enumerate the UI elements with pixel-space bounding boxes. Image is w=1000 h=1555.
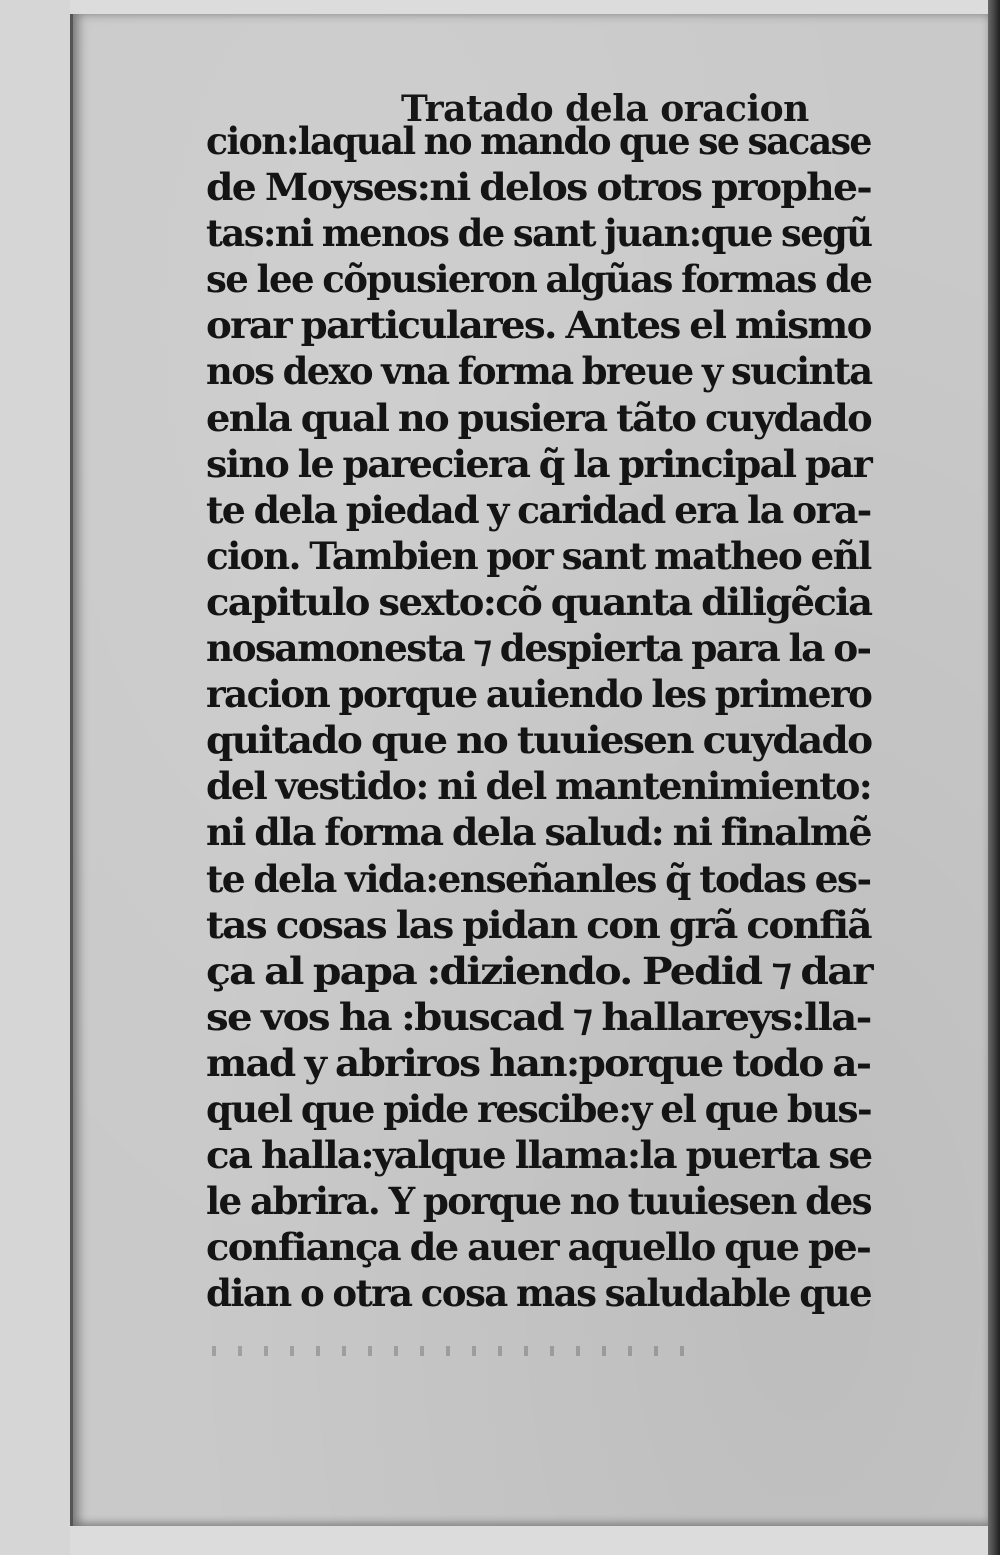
text-line: dian o otra cosa mas saludable que: [206, 1271, 871, 1316]
text-line: sino le pareciera q̃ la principal par: [206, 441, 872, 486]
text-line: ça al papa :diziendo. Pedid ⁊ dar: [206, 948, 872, 993]
text-line: cion. Tambien por sant matheo eñl: [206, 533, 871, 578]
text-line: cion:laqual no mando que se sacase: [206, 119, 871, 163]
text-line: tas cosas las pidan con grã confiã: [206, 902, 871, 947]
text-block: [206, 118, 886, 1316]
running-head: Tratado dela oracion: [401, 88, 809, 130]
text-line: quitado que no tuuiesen cuydado: [206, 718, 872, 763]
ink-smudge: [212, 1346, 692, 1356]
text-line: le abrira. Y porque no tuuiesen des: [206, 1179, 871, 1224]
text-line: te dela vida:enseñanles q̃ todas es-: [206, 856, 871, 901]
text-line: ni dla forma dela salud: ni finalmẽ: [206, 810, 871, 855]
text-line: te dela piedad y caridad era la ora-: [206, 487, 871, 532]
text-line: se vos ha :buscad ⁊ hallareys:lla-: [206, 994, 871, 1039]
text-line: quel que pide rescibe:y el que bus-: [206, 1086, 871, 1131]
text-line: orar particulares. Antes el mismo: [206, 303, 871, 348]
scan-background: [0, 0, 70, 1555]
text-line: mad y abriros han:porque todo a-: [206, 1040, 871, 1085]
scanner-edge: [988, 0, 1000, 1555]
text-line: ca halla:yalque llama:la puerta se: [206, 1133, 872, 1178]
text-line: nosamonesta ⁊ despierta para la o-: [206, 626, 871, 671]
text-line: racion porque auiendo les primero: [206, 672, 872, 717]
text-line: tas:ni menos de sant juan:que segũ: [206, 211, 872, 256]
text-line: nos dexo vna forma breue y sucinta: [206, 349, 872, 394]
text-line: se lee cõpusieron algũas formas de: [206, 257, 872, 302]
text-line: confiança de auer aquello que pe-: [206, 1225, 871, 1270]
text-line: capitulo sexto:cõ quanta diligẽcia: [206, 579, 872, 624]
text-line: de Moyses:ni delos otros prophe-: [206, 165, 871, 210]
text-line: del vestido: ni del mantenimiento:: [206, 764, 872, 809]
text-line: enla qual no pusiera tãto cuydado: [206, 395, 872, 440]
